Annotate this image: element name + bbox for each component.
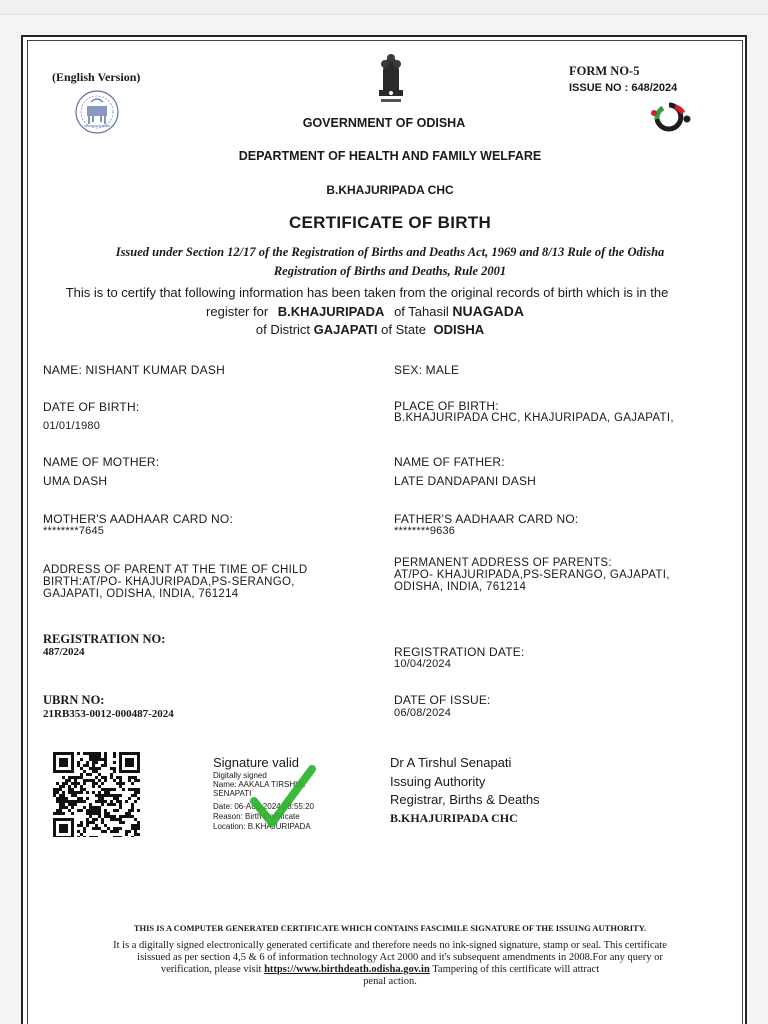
father-aadhaar-label: FATHER'S AADHAAR CARD NO: <box>394 512 579 526</box>
registration-date-label: REGISTRATION DATE: <box>394 645 525 659</box>
national-emblem-icon <box>371 46 411 106</box>
department-title: DEPARTMENT OF HEALTH AND FAMILY WELFARE <box>238 149 542 163</box>
birth-address-line-2: BIRTH:AT/PO- KHAJURIPADA,PS-SERANGO, <box>43 576 295 588</box>
signature-check-icon <box>250 763 316 831</box>
issued-under-line-2: Registration of Births and Deaths, Rule 2001 <box>273 264 507 278</box>
register-place: B.KHAJURIPADA <box>277 304 385 319</box>
of-tahasil-text: of Tahasil <box>394 304 449 319</box>
office-title: B.KHAJURIPADA CHC <box>326 183 454 197</box>
footer-line-4: penal action. <box>363 976 417 987</box>
birth-address-line-3: GAJAPATI, ODISHA, INDIA, 761214 <box>43 588 239 600</box>
mother-aadhaar-value: ********7645 <box>43 525 105 537</box>
registration-no-label: REGISTRATION NO: <box>43 632 166 646</box>
mother-name-label: NAME OF MOTHER: <box>43 455 160 469</box>
tahasil-name: NUAGADA <box>452 303 524 319</box>
district-line <box>0 322 740 337</box>
mother-aadhaar-label: MOTHER'S AADHAAR CARD NO: <box>43 512 233 526</box>
ubrn-value: 21RB353-0012-000487-2024 <box>43 708 174 720</box>
dob-label: DATE OF BIRTH: <box>43 400 140 414</box>
signature-line-2: Name: AAKALA TIRSHUL <box>213 780 306 789</box>
of-state-text: of State <box>381 322 426 337</box>
issue-number: ISSUE NO : 648/2024 <box>569 82 678 94</box>
footer-notice: THIS IS A COMPUTER GENERATED CERTIFICATE WHICH CONTAINS FASCIMILE SIGNATURE OF THE ISSUING AUTHORITY. <box>133 923 647 933</box>
father-name-value: LATE DANDAPANI DASH <box>394 474 537 488</box>
qr-code <box>52 751 140 837</box>
certify-line: This is to certify that following information has been taken from the original records of birth which is in the <box>65 285 669 300</box>
sex-field: SEX: MALE <box>394 363 460 377</box>
form-number: FORM NO-5 <box>569 64 640 78</box>
authority-name: Dr A Tirshul Senapati <box>390 755 512 770</box>
mother-name-value: UMA DASH <box>43 474 108 488</box>
father-aadhaar-value: ********9636 <box>394 525 456 537</box>
pob-label: PLACE OF BIRTH: <box>394 399 499 413</box>
permanent-address-line-2: AT/PO- KHAJURIPADA,PS-SERANGO, GAJAPATI, <box>394 569 670 581</box>
signature-line-6: Location: B.KHAJURIPADA <box>213 822 311 831</box>
footer-visit-text: verification, please visit <box>160 964 262 975</box>
authority-office: B.KHAJURIPADA CHC <box>390 811 518 825</box>
certificate-title: CERTIFICATE OF BIRTH <box>288 213 492 232</box>
date-of-issue-value: 06/08/2024 <box>394 707 452 719</box>
issued-under-line-1: Issued under Section 12/17 of the Registration of Births and Deaths Act, 1969 and 8/13 Rule of the Odisha <box>115 245 665 259</box>
state-name: ODISHA <box>433 322 485 337</box>
birthdeath-portal-link[interactable]: https://www.birthdeath.odisha.gov.in <box>264 964 430 975</box>
signature-valid-title: Signature valid <box>213 755 299 770</box>
father-name-label: NAME OF FATHER: <box>394 455 505 469</box>
signature-line-5: Reason: Birth Certificate <box>213 812 300 821</box>
viewer-top-bar <box>0 0 768 15</box>
footer-line-2: isissued as per section 4,5 & 6 of information technology Act 2000 and it's subsequent amendments in 2008.For any query or <box>137 952 663 963</box>
child-name: NAME: NISHANT KUMAR DASH <box>43 363 225 377</box>
pob-value: B.KHAJURIPADA CHC, KHAJURIPADA, GAJAPATI, <box>394 412 674 424</box>
footer-line-3 <box>0 964 760 976</box>
signature-line-4: Date: 06-Aug-2024 18:55:20 <box>213 802 314 811</box>
footer-tampering-text: Tampering of this certificate will attract <box>432 964 600 975</box>
permanent-address-line-3: ODISHA, INDIA, 761214 <box>394 581 527 593</box>
ubrn-label: UBRN NO: <box>43 693 105 707</box>
permanent-address-line-1: PERMANENT ADDRESS OF PARENTS: <box>394 557 612 569</box>
of-district-text: of District <box>255 322 311 337</box>
authority-registrar: Registrar, Births & Deaths <box>390 792 540 807</box>
register-line <box>0 303 730 319</box>
birth-address-line-1: ADDRESS OF PARENT AT THE TIME OF CHILD <box>43 564 308 576</box>
government-title: GOVERNMENT OF ODISHA <box>302 116 466 130</box>
signature-line-3: SENAPATI <box>213 789 252 798</box>
footer-line-1: It is a digitally signed electronically generated certificate and therefore needs no ink-signed signature, stamp or seal. This certificate <box>113 940 667 951</box>
register-for-text: register for <box>206 304 269 319</box>
dob-value: 01/01/1980 <box>43 420 101 432</box>
registration-no-value: 487/2024 <box>43 646 85 658</box>
registration-date-value: 10/04/2024 <box>394 658 452 670</box>
signature-line-1: Digitally signed <box>213 771 267 780</box>
date-of-issue-label: DATE OF ISSUE: <box>394 693 491 707</box>
authority-role: Issuing Authority <box>390 774 486 789</box>
district-name: GAJAPATI <box>313 322 378 337</box>
english-version-label: (English Version) <box>52 70 141 84</box>
